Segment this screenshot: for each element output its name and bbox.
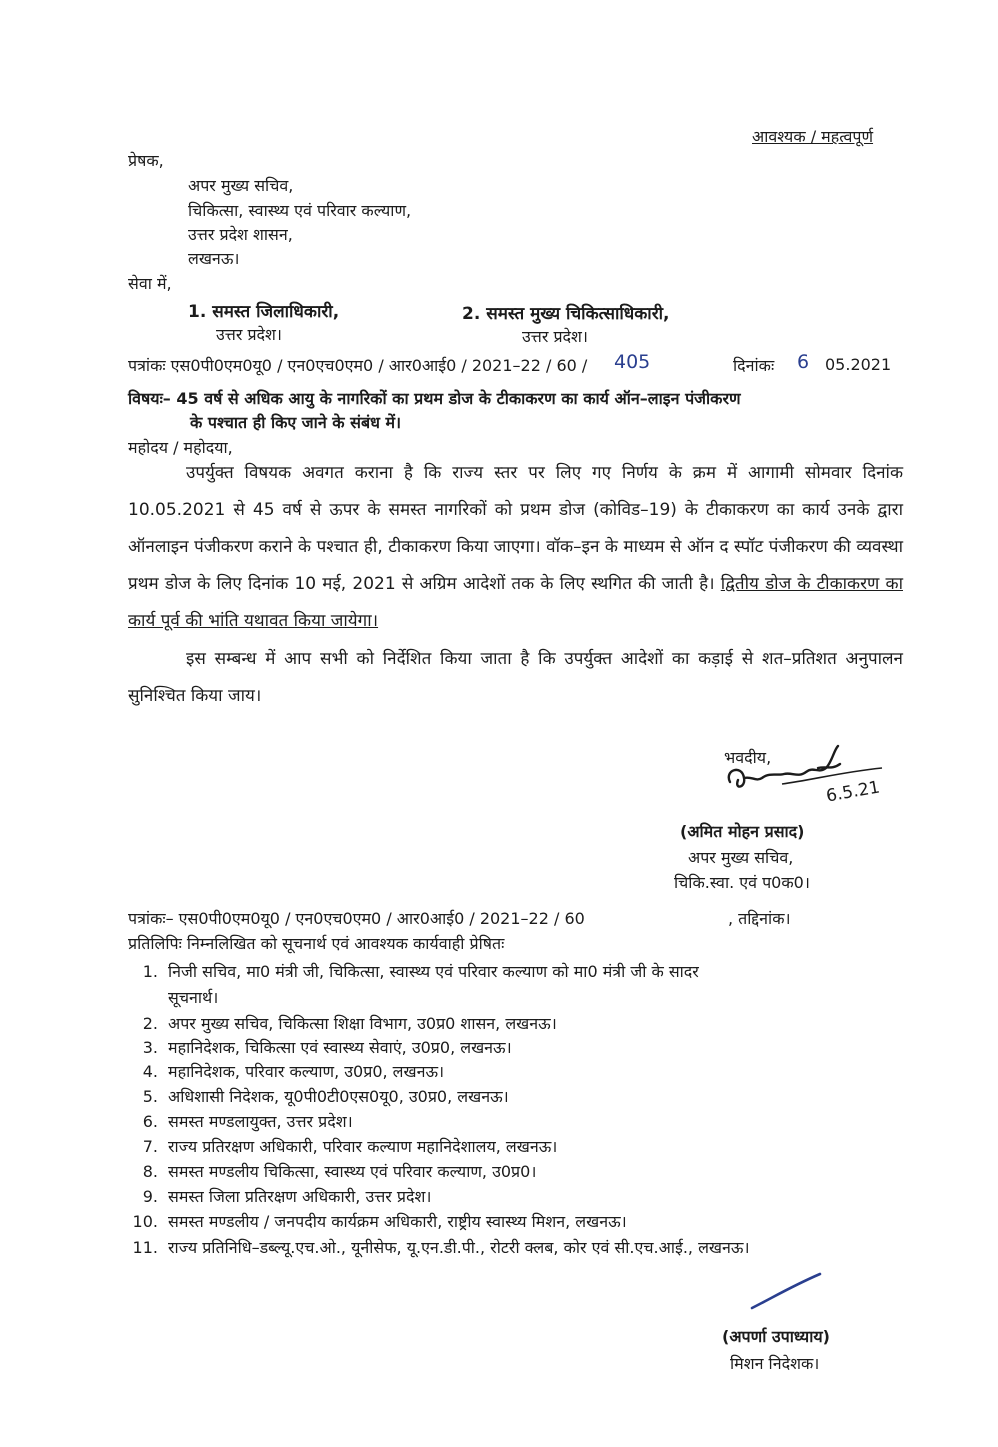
reference-date-rest: 05.2021 — [825, 355, 892, 374]
sender-line: उत्तर प्रदेश शासन, — [188, 225, 293, 244]
importance-label: आवश्यक / महत्वपूर्ण — [752, 127, 874, 146]
list-item: 6. समस्त मण्डलायुक्त, उत्तर प्रदेश। — [142, 1112, 353, 1131]
copy-date: , तद्दिनांक। — [728, 909, 791, 928]
list-item: 4. महानिदेशक, परिवार कल्याण, उ0प्र0, लखनऊ। — [142, 1062, 445, 1081]
signatory-1-name: (अमित मोहन प्रसाद) — [680, 822, 805, 841]
reference-date-label: दिनांकः — [733, 356, 775, 375]
copy-reference: पत्रांकः– एस0पी0एम0यू0 / एन0एच0एम0 / आर0आई0 / 2021–22 / 60 — [128, 909, 585, 928]
reference-handwritten-date: 6 — [797, 351, 810, 373]
list-item: 10. समस्त मण्डलीय / जनपदीय कार्यक्रम अधिकारी, राष्ट्रीय स्वास्थ्य मिशन, लखनऊ। — [132, 1212, 627, 1231]
copy-intro: प्रतिलिपिः निम्नलिखित को सूचनार्थ एवं आवश्यक कार्यवाही प्रेषितः — [128, 934, 505, 953]
signature-aparna-upadhyay — [742, 1268, 832, 1318]
sender-label: प्रेषक, — [128, 151, 164, 170]
recipient-1-title: 1. समस्त जिलाधिकारी, — [188, 302, 340, 322]
signatory-1-title: अपर मुख्य सचिव, — [688, 848, 794, 867]
subject-line-1: विषयः– 45 वर्ष से अधिक आयु के नागरिकों का प्रथम डोज के टीकाकरण का कार्य ऑन–लाइन पंजीकरण — [128, 389, 741, 408]
list-item: 8. समस्त मण्डलीय चिकित्सा, स्वास्थ्य एवं परिवार कल्याण, उ0प्र0। — [142, 1162, 537, 1181]
list-item: 1. निजी सचिव, मा0 मंत्री जी, चिकित्सा, स्वास्थ्य एवं परिवार कल्याण को मा0 मंत्री जी के सादर — [142, 962, 699, 981]
list-item: 2. अपर मुख्य सचिव, चिकित्सा शिक्षा विभाग, उ0प्र0 शासन, लखनऊ। — [142, 1014, 557, 1033]
signature-amit-mohan-prasad — [722, 742, 912, 812]
recipient-2-sub: उत्तर प्रदेश। — [522, 327, 588, 346]
list-item: 3. महानिदेशक, चिकित्सा एवं स्वास्थ्य सेवाएं, उ0प्र0, लखनऊ। — [142, 1038, 512, 1057]
reference-number: पत्रांकः एस0पी0एम0यू0 / एन0एच0एम0 / आर0आई0 / 2021–22 / 60 / — [128, 356, 588, 375]
signature-handwritten-date: 6.5.21 — [824, 777, 882, 807]
body-paragraph-1-text: उपर्युक्त विषयक अवगत कराना है कि राज्य स्तर पर लिए गए निर्णय के क्रम में आगामी सोमवार दिनांक 10.05.2021 से 45 वर्ष से ऊपर के समस्त नागरिकों को प्रथम डोज (कोविड–19) के टीकाकरण का कार्य उनके द्वारा ऑनलाइन पंजीकरण कराने के पश्चात ही, टीकाकरण किया जाएगा। वॉक–इन के माध्यम से ऑन द स्पॉट पंजीकरण की व्यवस्था प्रथम डोज के लिए दिनांक 10 मई, 2021 से अग्रिम आदेशों तक के लिए स्थगित की जाती है। — [128, 463, 903, 594]
subject-line-2: के पश्चात ही किए जाने के संबंध में। — [190, 413, 402, 432]
list-item: 11. राज्य प्रतिनिधि–डब्ल्यू.एच.ओ., यूनीसेफ, यू.एन.डी.पी., रोटरी क्लब, कोर एवं सी.एच.आई., लखनऊ। — [132, 1238, 750, 1257]
recipients-label: सेवा में, — [128, 274, 172, 293]
list-item: 7. राज्य प्रतिरक्षण अधिकारी, परिवार कल्याण महानिदेशालय, लखनऊ। — [142, 1137, 558, 1156]
body-paragraph-2: इस सम्बन्ध में आप सभी को निर्देशित किया जाता है कि उपर्युक्त आदेशों का कड़ाई से शत–प्रतिशत अनुपालन सुनिश्चित किया जाय। — [128, 649, 903, 706]
closing: भवदीय, — [724, 748, 772, 767]
list-item-continuation: सूचनार्थ। — [168, 988, 219, 1007]
sender-line: अपर मुख्य सचिव, — [188, 176, 294, 195]
salutation: महोदय / महोदया, — [128, 438, 233, 457]
body-paragraph-1-underlined: द्वितीय डोज के टीकाकरण का कार्य पूर्व की भांति यथावत किया जायेगा। — [128, 574, 903, 631]
reference-handwritten-number: 405 — [614, 351, 651, 373]
body-paragraph-1 — [128, 455, 903, 640]
list-item: 5. अधिशासी निदेशक, यू0पी0टी0एस0यू0, उ0प्र0, लखनऊ। — [142, 1087, 509, 1106]
signatory-2-title: मिशन निदेशक। — [730, 1354, 820, 1373]
recipient-2-title: 2. समस्त मुख्य चिकित्साधिकारी, — [462, 304, 670, 324]
signatory-2-name: (अपर्णा उपाध्याय) — [722, 1327, 830, 1346]
list-item: 9. समस्त जिला प्रतिरक्षण अधिकारी, उत्तर प्रदेश। — [142, 1187, 432, 1206]
sender-line: लखनऊ। — [188, 249, 240, 268]
signatory-1-dept: चिकि.स्वा. एवं प0क0। — [674, 873, 810, 892]
sender-line: चिकित्सा, स्वास्थ्य एवं परिवार कल्याण, — [188, 201, 412, 220]
recipient-1-sub: उत्तर प्रदेश। — [216, 325, 282, 344]
